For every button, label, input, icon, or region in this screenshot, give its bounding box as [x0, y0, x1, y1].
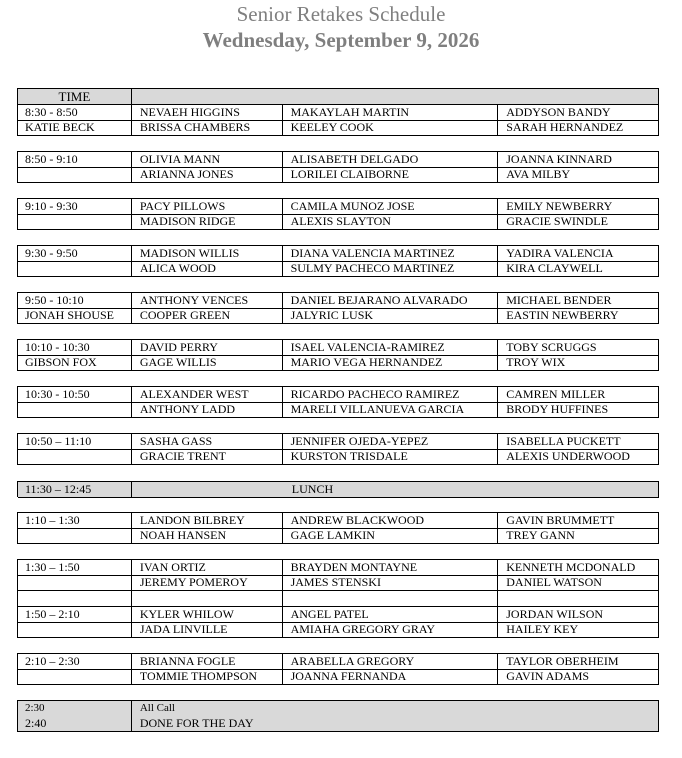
- table-row: [17, 198, 659, 214]
- student-name-cell: TREY GANN: [498, 528, 659, 544]
- student-name-cell: [132, 591, 283, 607]
- student-name-cell: BRODY HUFFINES: [498, 402, 659, 418]
- schedule-date: Wednesday, September 9, 2026: [202, 28, 480, 52]
- student-name-cell: BRIANNA FOGLE: [132, 653, 283, 670]
- page-title: Senior Retakes Schedule: [236, 2, 446, 26]
- time-cell: 9:50 - 10:10: [18, 292, 132, 309]
- student-name-cell: ALEXIS SLAYTON: [283, 214, 499, 230]
- student-name-cell: GAVIN ADAMS: [498, 669, 659, 685]
- student-name-cell: ARABELLA GREGORY: [283, 653, 499, 670]
- student-name-cell: ALEXIS UNDERWOOD: [498, 449, 659, 465]
- table-row: [17, 292, 659, 308]
- time-cell: 8:50 - 9:10: [18, 151, 132, 168]
- time-cell: [18, 528, 132, 544]
- student-name-cell: ANTHONY VENCES: [132, 292, 283, 309]
- student-name-cell: PACY PILLOWS: [132, 198, 283, 215]
- end-label: DONE FOR THE DAY: [132, 716, 659, 732]
- student-name-cell: COOPER GREEN: [132, 308, 283, 324]
- lunch-label: LUNCH: [132, 481, 659, 498]
- end-label: All Call: [132, 700, 659, 717]
- time-cell: [18, 167, 132, 183]
- table-row: [17, 120, 659, 136]
- student-name-cell: BRISSA CHAMBERS: [132, 120, 283, 136]
- time-cell: 2:10 – 2:30: [18, 653, 132, 670]
- student-name-cell: NOAH HANSEN: [132, 528, 283, 544]
- student-name-cell: ANDREW BLACKWOOD: [283, 512, 499, 529]
- student-name-cell: JALYRIC LUSK: [283, 308, 499, 324]
- table-row: [17, 245, 659, 261]
- table-row: [17, 591, 659, 607]
- time-cell: [18, 402, 132, 418]
- student-name-cell: JENNIFER OJEDA-YEPEZ: [283, 433, 499, 450]
- table-row: [17, 167, 659, 183]
- table-row: [17, 214, 659, 230]
- table-row: [17, 653, 659, 669]
- student-name-cell: JAMES STENSKI: [283, 575, 499, 591]
- student-name-cell: KENNETH MCDONALD: [498, 559, 659, 576]
- student-name-cell: AVA MILBY: [498, 167, 659, 183]
- end-of-day-row: [17, 700, 659, 716]
- time-cell: 8:30 - 8:50: [18, 104, 132, 121]
- time-cell: 10:30 - 10:50: [18, 386, 132, 403]
- student-name-cell: SARAH HERNANDEZ: [498, 120, 659, 136]
- table-header: [17, 88, 659, 104]
- table-row: [17, 355, 659, 371]
- student-name-cell: ANTHONY LADD: [132, 402, 283, 418]
- student-name-cell: ISAEL VALENCIA-RAMIREZ: [283, 339, 499, 356]
- end-of-day-row: [17, 716, 659, 732]
- table-row: [17, 402, 659, 418]
- table-row: [17, 559, 659, 575]
- time-cell: GIBSON FOX: [18, 355, 132, 371]
- student-name-cell: ALEXANDER WEST: [132, 386, 283, 403]
- student-name-cell: LANDON BILBREY: [132, 512, 283, 529]
- time-cell: [18, 591, 132, 607]
- student-name-cell: TOBY SCRUGGS: [498, 339, 659, 356]
- student-name-cell: NEVAEH HIGGINS: [132, 104, 283, 121]
- student-name-cell: CAMREN MILLER: [498, 386, 659, 403]
- time-cell: 10:50 – 11:10: [18, 433, 132, 450]
- time-cell: [18, 261, 132, 277]
- student-name-cell: BRAYDEN MONTAYNE: [283, 559, 499, 576]
- student-name-cell: ALISABETH DELGADO: [283, 151, 499, 168]
- time-cell: [18, 449, 132, 465]
- student-name-cell: SASHA GASS: [132, 433, 283, 450]
- time-cell: 1:10 – 1:30: [18, 512, 132, 529]
- student-name-cell: [498, 591, 659, 607]
- student-name-cell: ANGEL PATEL: [283, 606, 499, 623]
- table-row: [17, 433, 659, 449]
- time-cell: KATIE BECK: [18, 120, 132, 136]
- table-row: [17, 308, 659, 324]
- table-row: [17, 104, 659, 120]
- student-name-cell: KURSTON TRISDALE: [283, 449, 499, 465]
- student-name-cell: KEELEY COOK: [283, 120, 499, 136]
- student-name-cell: YADIRA VALENCIA: [498, 245, 659, 262]
- table-row: [17, 575, 659, 591]
- time-cell: 9:10 - 9:30: [18, 198, 132, 215]
- time-cell: [18, 214, 132, 230]
- student-name-cell: MAKAYLAH MARTIN: [283, 104, 499, 121]
- student-name-cell: EASTIN NEWBERRY: [498, 308, 659, 324]
- student-name-cell: DAVID PERRY: [132, 339, 283, 356]
- table-row: [17, 528, 659, 544]
- table-row: [17, 386, 659, 402]
- student-name-cell: SULMY PACHECO MARTINEZ: [283, 261, 499, 277]
- student-name-cell: MADISON RIDGE: [132, 214, 283, 230]
- table-row: [17, 622, 659, 638]
- student-name-cell: DANIEL WATSON: [498, 575, 659, 591]
- student-name-cell: IVAN ORTIZ: [132, 559, 283, 576]
- student-name-cell: JADA LINVILLE: [132, 622, 283, 638]
- table-row: [17, 261, 659, 277]
- lunch-time-cell: 11:30 – 12:45: [18, 481, 132, 498]
- time-cell: [18, 669, 132, 685]
- student-name-cell: ISABELLA PUCKETT: [498, 433, 659, 450]
- student-name-cell: MICHAEL BENDER: [498, 292, 659, 309]
- student-name-cell: GRACIE SWINDLE: [498, 214, 659, 230]
- student-name-cell: JEREMY POMEROY: [132, 575, 283, 591]
- time-cell: 1:50 – 2:10: [18, 606, 132, 623]
- student-name-cell: GAGE LAMKIN: [283, 528, 499, 544]
- lunch-row: [17, 481, 659, 497]
- table-row: [17, 606, 659, 622]
- student-name-cell: TAYLOR OBERHEIM: [498, 653, 659, 670]
- student-name-cell: AMIAHA GREGORY GRAY: [283, 622, 499, 638]
- student-name-cell: OLIVIA MANN: [132, 151, 283, 168]
- student-name-cell: MARIO VEGA HERNANDEZ: [283, 355, 499, 371]
- time-cell: [18, 622, 132, 638]
- student-name-cell: RICARDO PACHECO RAMIREZ: [283, 386, 499, 403]
- student-name-cell: EMILY NEWBERRY: [498, 198, 659, 215]
- student-name-cell: KYLER WHILOW: [132, 606, 283, 623]
- time-cell: JONAH SHOUSE: [18, 308, 132, 324]
- student-name-cell: JOANNA KINNARD: [498, 151, 659, 168]
- student-name-cell: GRACIE TRENT: [132, 449, 283, 465]
- student-name-cell: MARELI VILLANUEVA GARCIA: [283, 402, 499, 418]
- student-name-cell: CAMILA MUNOZ JOSE: [283, 198, 499, 215]
- student-name-cell: ADDYSON BANDY: [498, 104, 659, 121]
- names-header: [132, 88, 659, 105]
- time-cell: 10:10 - 10:30: [18, 339, 132, 356]
- time-cell: 9:30 - 9:50: [18, 245, 132, 262]
- student-name-cell: GAVIN BRUMMETT: [498, 512, 659, 529]
- time-header: TIME: [18, 88, 132, 105]
- end-time-cell: 2:40: [18, 716, 132, 732]
- table-row: [17, 449, 659, 465]
- student-name-cell: TOMMIE THOMPSON: [132, 669, 283, 685]
- student-name-cell: KIRA CLAYWELL: [498, 261, 659, 277]
- student-name-cell: HAILEY KEY: [498, 622, 659, 638]
- student-name-cell: JORDAN WILSON: [498, 606, 659, 623]
- student-name-cell: MADISON WILLIS: [132, 245, 283, 262]
- student-name-cell: DIANA VALENCIA MARTINEZ: [283, 245, 499, 262]
- student-name-cell: ARIANNA JONES: [132, 167, 283, 183]
- end-time-cell: 2:30: [18, 700, 132, 717]
- table-row: [17, 339, 659, 355]
- student-name-cell: [283, 591, 499, 607]
- table-row: [17, 512, 659, 528]
- table-row: [17, 669, 659, 685]
- student-name-cell: GAGE WILLIS: [132, 355, 283, 371]
- time-cell: [18, 575, 132, 591]
- student-name-cell: LORILEI CLAIBORNE: [283, 167, 499, 183]
- student-name-cell: TROY WIX: [498, 355, 659, 371]
- table-row: [17, 151, 659, 167]
- time-cell: 1:30 – 1:50: [18, 559, 132, 576]
- student-name-cell: DANIEL BEJARANO ALVARADO: [283, 292, 499, 309]
- student-name-cell: ALICA WOOD: [132, 261, 283, 277]
- student-name-cell: JOANNA FERNANDA: [283, 669, 499, 685]
